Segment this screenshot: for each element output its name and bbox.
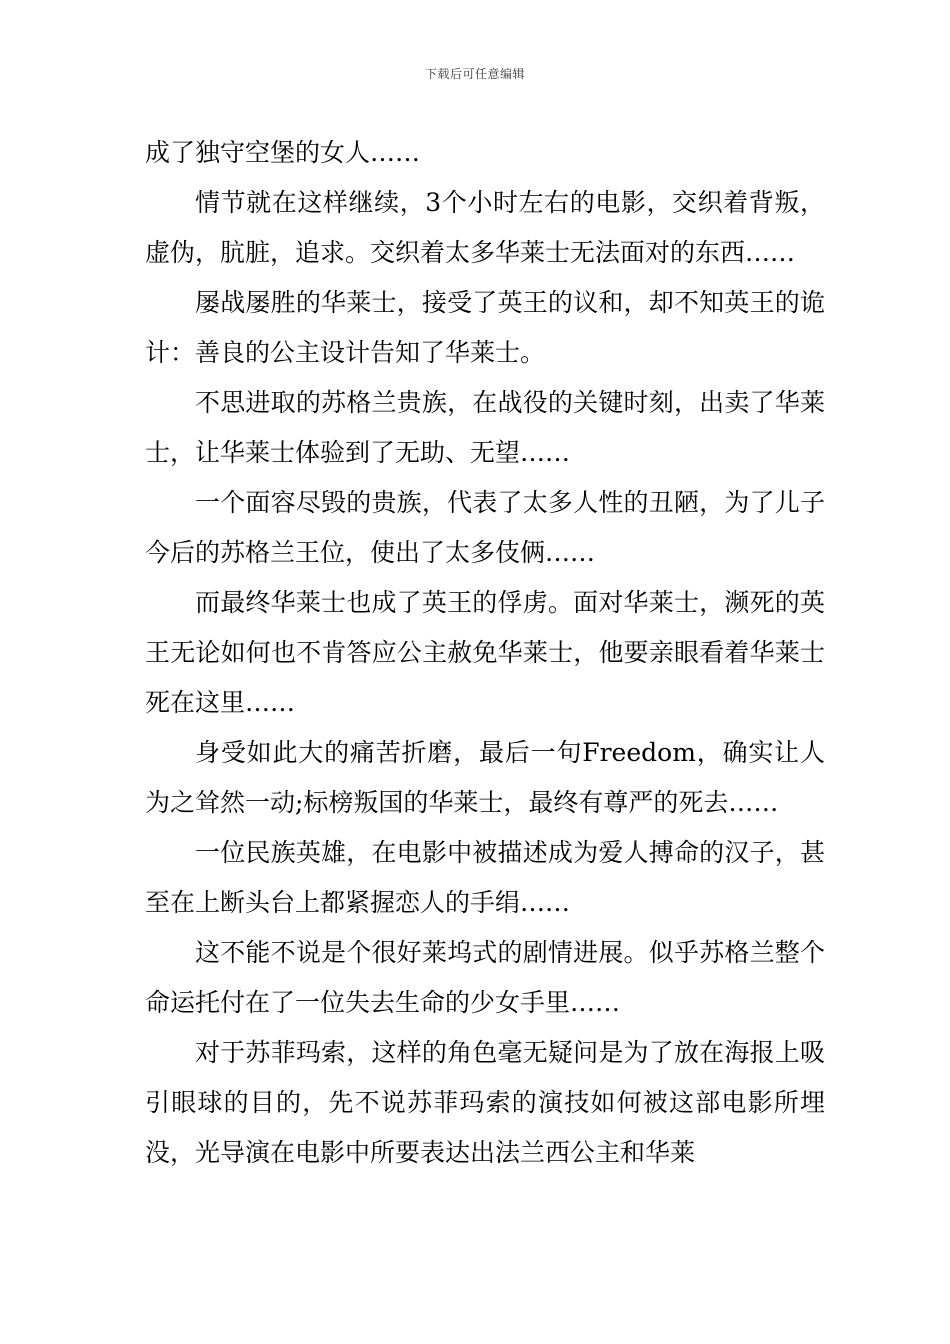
paragraph: 这不能不说是个很好莱坞式的剧情进展。似乎苏格兰整个命运托付在了一位失去生命的少女手里…… — [145, 938, 825, 1017]
paragraph: 情节就在这样继续，3个小时左右的电影，交织着背叛，虚伪，肮脏，追求。交织着太多华莱士无法面对的东西…… — [145, 188, 825, 267]
paragraph: 身受如此大的痛苦折磨，最后一句Freedom，确实让人为之耸然一动;标榜叛国的华莱士，最终有尊严的死去…… — [145, 738, 825, 817]
paragraph: 不思进取的苏格兰贵族，在战役的关键时刻，出卖了华莱士，让华莱士体验到了无助、无望…… — [145, 388, 825, 467]
paragraph: 屡战屡胜的华莱士，接受了英王的议和，却不知英王的诡计：善良的公主设计告知了华莱士。 — [145, 288, 825, 367]
paragraph: 一个面容尽毁的贵族，代表了太多人性的丑陋，为了儿子今后的苏格兰王位，使出了太多伎俩…… — [145, 488, 825, 567]
paragraph: 成了独守空堡的女人…… — [145, 138, 421, 167]
page-header: 下载后可任意编辑 — [424, 67, 525, 81]
paragraph: 而最终华莱士也成了英王的俘虏。面对华莱士，濒死的英王无论如何也不肯答应公主赦免华莱士，他要亲眼看着华莱士死在这里…… — [145, 588, 825, 717]
paragraph: 对于苏菲玛索，这样的角色毫无疑问是为了放在海报上吸引眼球的目的，先不说苏菲玛索的演技如何被这部电影所埋没，光导演在电影中所要表达出法兰西公主和华莱 — [145, 1038, 825, 1167]
paragraph: 一位民族英雄，在电影中被描述成为爱人搏命的汉子，甚至在上断头台上都紧握恋人的手绢…… — [145, 838, 825, 917]
document-body — [145, 128, 825, 1178]
